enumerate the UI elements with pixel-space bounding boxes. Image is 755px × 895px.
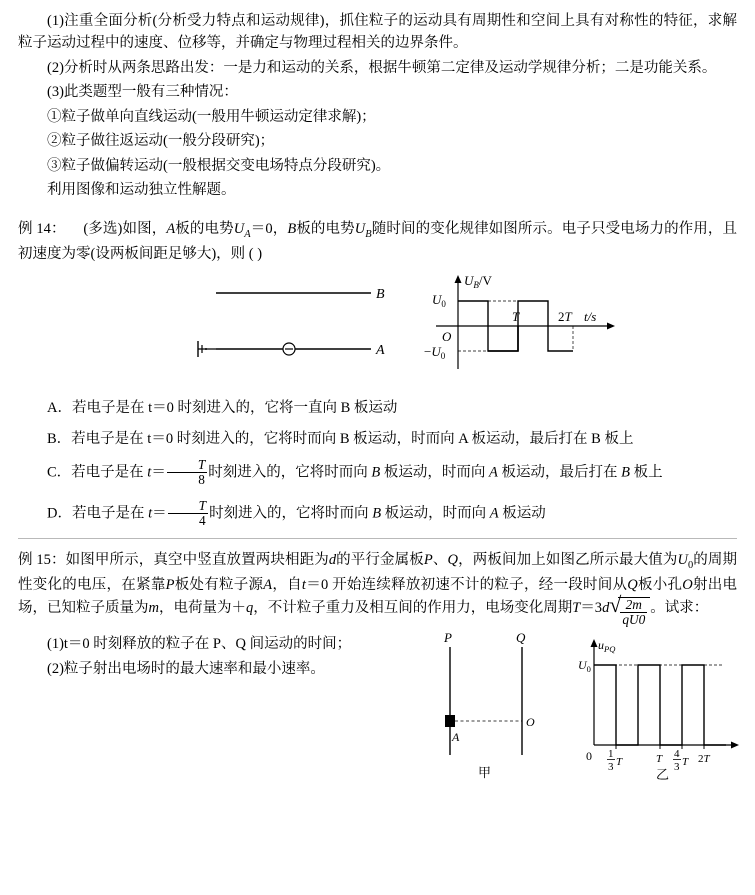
e15-text1: 如图甲所示，真空中竖直放置两块相距为 xyxy=(65,552,329,569)
example-14-stem-part2: 板的电势 xyxy=(175,220,234,237)
svg-text:O: O xyxy=(526,715,535,730)
intro-paragraph-4: ①粒子做单向直线运动(一般用牛顿运动定律求解)； xyxy=(47,108,376,125)
example-14-figure xyxy=(18,271,737,391)
svg-text:O: O xyxy=(442,329,452,345)
e15-sqrt xyxy=(609,597,650,627)
e15-p: P xyxy=(423,552,433,569)
e15-text12: 。试求： xyxy=(650,599,709,616)
figure-15-svg xyxy=(412,629,742,781)
choice-a-text: A．若电子是在 t＝0 时刻进入的，它将一直向 B 板运动 xyxy=(47,400,398,417)
ub-subscript: B xyxy=(365,228,372,240)
svg-text:T: T xyxy=(682,756,689,769)
e15-text11: ，不计粒子重力及相互间的作用力，电场变化周期 xyxy=(253,599,573,616)
example-15-label: 例 15： xyxy=(18,552,66,569)
ua-subscript: A xyxy=(244,228,251,240)
svg-text:−U0: $-U_0$ xyxy=(424,344,446,362)
svg-text:P: P xyxy=(444,630,452,646)
svg-text:uPQ: $u_{PQ}$ xyxy=(598,638,616,655)
svg-text:4: 4 xyxy=(674,748,680,761)
example-14-stem-part1: (多选)如图， xyxy=(83,220,167,237)
e15-q2: Q xyxy=(627,577,638,594)
figure-14-svg xyxy=(18,271,738,391)
svg-text:UB/V: $U_B/V$ xyxy=(464,273,492,291)
e15-text6: ，自 xyxy=(272,577,302,594)
e15-text4: 的周期性变化的电压，在紧靠 xyxy=(18,552,738,594)
choice-d: D．若电子是在 t＝ $\frac{T}{4}$ 时刻进入的，它将时而向 B 板运动，时而向 A 板运动 xyxy=(47,498,546,529)
example-14-stem-part4: 随时间的变化规律如图所示。电子只受电场力的作用，且初速度为零(设两板间距足够大)，则 ( ) xyxy=(18,220,738,262)
e15-m: m xyxy=(148,599,159,616)
intro-paragraph-3: (3)此类题型一般有三种情况： xyxy=(47,84,238,101)
svg-text:B: B xyxy=(376,287,385,303)
example-14-choices xyxy=(18,397,737,528)
intro-paragraph-1: (1)注重全面分析(分析受力特点和运动规律)，抓住粒子的运动具有周期性和空间上具有对称性的特征，求解粒子运动过程中的速度、位移等，并确定与物理过程相关的边界条件。 xyxy=(18,13,737,52)
e15-u0-sub: 0 xyxy=(687,560,694,572)
intro-block xyxy=(18,10,737,202)
e15-text5: 板处有粒子源 xyxy=(174,577,264,594)
intro-paragraph-2: (2)分析时从两条思路出发：一是力和运动的关系，根据牛顿第二定律及运动学规律分析；二是功能关系。 xyxy=(47,59,717,76)
svg-text:t/s: t/s xyxy=(584,309,597,325)
plate-a-symbol: A xyxy=(166,220,176,237)
example-14-label: 例 14： xyxy=(18,220,66,237)
svg-text:A: A xyxy=(452,730,460,745)
svg-text:T: T xyxy=(656,753,663,766)
e15-period-fraction: √ $\frac{2m}{qU0}$ xyxy=(622,597,646,628)
svg-text:T: T xyxy=(616,756,623,769)
svg-text:0: 0 xyxy=(586,749,592,764)
example-15-stem xyxy=(18,549,737,627)
choice-b-text: B．若电子是在 t＝0 时刻进入的，它将时而向 B 板运动，时而向 A 板运动，最后打在 B 板上 xyxy=(47,430,634,447)
example-14 xyxy=(18,218,737,528)
example-15-figures xyxy=(412,629,742,781)
e15-text9: 射出电场，已知粒子质量为 xyxy=(18,577,738,616)
e15-t0: t xyxy=(301,577,306,594)
intro-paragraph-7: 利用图像和运动独立性解题。 xyxy=(47,182,236,199)
e15-text8: 板小孔 xyxy=(637,577,683,594)
e15-comma: 、 xyxy=(432,552,448,569)
e15-p2: P xyxy=(165,577,175,594)
choice-b xyxy=(18,428,737,450)
e15-period-T: T xyxy=(572,599,581,616)
svg-text:T: T xyxy=(512,309,520,325)
choice-d-label: D． xyxy=(47,505,72,522)
svg-text:乙: 乙 xyxy=(656,767,670,782)
svg-text:2T: 2T xyxy=(698,753,710,766)
ub-symbol: U xyxy=(354,220,366,237)
svg-text:U0: $U_0$ xyxy=(578,658,591,675)
example-15 xyxy=(18,549,737,781)
intro-paragraph-5: ②粒子做往返运动(一般分段研究)； xyxy=(47,133,275,150)
svg-text:A: A xyxy=(376,343,385,359)
e15-q: Q xyxy=(447,552,459,569)
plate-b-symbol: B xyxy=(287,220,297,237)
svg-text:2T: 2T xyxy=(558,309,572,325)
e15-text3: ，两板间加上如图乙所示最大值为 xyxy=(458,552,678,569)
e15-a: A xyxy=(263,577,273,594)
svg-text:3: 3 xyxy=(674,761,680,774)
svg-text:1: 1 xyxy=(608,748,614,761)
e15-d: d xyxy=(328,552,337,569)
ua-equals-zero: ＝0， xyxy=(250,220,288,237)
e15-period-d: d xyxy=(602,599,610,616)
e15-text2: 的平行金属板 xyxy=(336,552,424,569)
choice-c-label: C． xyxy=(47,464,72,481)
choice-d-fraction: $\frac{T}{4}$ xyxy=(168,499,208,528)
svg-text:U0: $U_0$ xyxy=(432,292,446,310)
svg-text:Q: Q xyxy=(516,630,526,646)
svg-text:3: 3 xyxy=(608,761,614,774)
intro-paragraph-6: ③粒子做偏转运动(一般根据交变电场特点分段研究)。 xyxy=(47,157,391,174)
e15-o: O xyxy=(682,577,693,594)
example-14-stem-part3: 板的电势 xyxy=(296,220,355,237)
example-14-stem xyxy=(18,218,737,266)
e15-period-eq: ＝3 xyxy=(580,599,603,616)
choice-a xyxy=(18,397,737,419)
example-15-question-1: (1)t＝0 时刻释放的粒子在 P、Q 间运动的时间； xyxy=(47,636,352,653)
choice-c: C．若电子是在 t＝ $\frac{T}{8}$ 时刻进入的，它将时而向 B 板运动，时而向 A 板运动，最后打在 B 板上 xyxy=(47,457,663,488)
svg-text:甲: 甲 xyxy=(478,765,492,781)
e15-text10: ，电荷量为＋ xyxy=(158,599,246,616)
e15-text7: ＝0 开始连续释放初速不计的粒子，经一段时间从 xyxy=(305,577,628,594)
example-15-question-2: (2)粒子射出电场时的最大速率和最小速率。 xyxy=(47,660,325,677)
e15-u0: U xyxy=(677,552,688,569)
section-divider xyxy=(18,538,737,539)
e15-q3: q xyxy=(245,599,254,616)
choice-c-fraction: $\frac{T}{8}$ xyxy=(167,458,207,487)
ua-symbol: U xyxy=(233,220,245,237)
